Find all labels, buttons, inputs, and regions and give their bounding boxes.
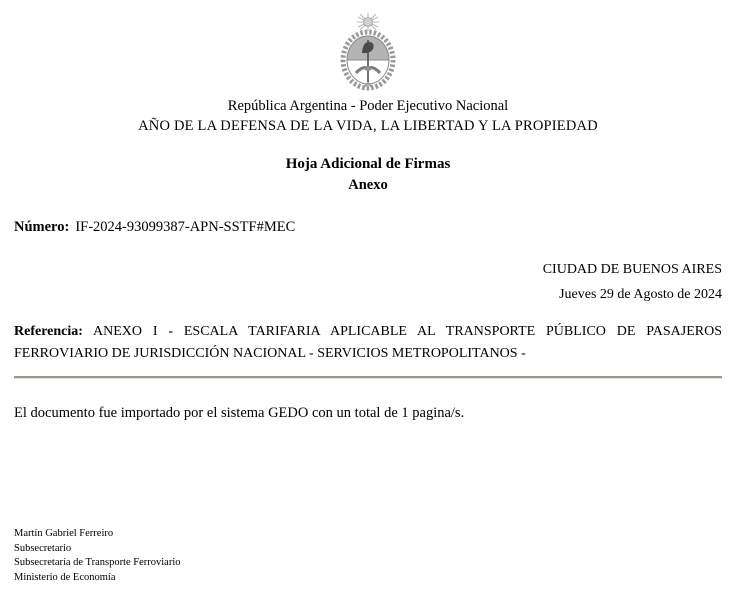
reference-label: Referencia: [14,324,83,339]
document-number-line [14,219,722,236]
signer-name: Martín Gabriel Ferreiro [14,528,114,539]
signer-role: Subsecretario [14,542,72,554]
republic-header-line: República Argentina - Poder Ejecutivo Nacional [227,98,509,114]
gedo-import-note: El documento fue importado por el sistema GEDO con un total de 1 pagina/s. [14,405,465,421]
reference-line-2: FERROVIARIO DE JURISDICCIÓN NACIONAL - SERVICIOS METROPOLITANOS - [14,346,526,361]
city-line: CIUDAD DE BUENOS AIRES [542,262,722,277]
signature-block [14,527,181,585]
date-line: Jueves 29 de Agosto de 2024 [559,287,722,302]
reference-text-1: ANEXO I - ESCALA TARIFARIA APLICABLE AL TRANSPORTE PÚBLICO DE PASAJEROS [93,324,722,339]
reference-block [14,321,722,365]
horizontal-rule [14,376,722,379]
reference-line-1 [14,321,722,343]
document-subtitle: Anexo [348,177,388,193]
signer-office: Subsecretaría de Transporte Ferroviario [14,557,181,568]
year-motto-line: AÑO DE LA DEFENSA DE LA VIDA, LA LIBERTAD Y LA PROPIEDAD [138,118,598,134]
number-value: IF-2024-93099387-APN-SSTF#MEC [75,219,296,235]
number-label: Número: [14,219,70,235]
document-title: Hoja Adicional de Firmas [285,156,451,172]
argentina-coat-of-arms-icon [14,13,722,92]
signer-ministry: Ministerio de Economía [14,571,116,583]
